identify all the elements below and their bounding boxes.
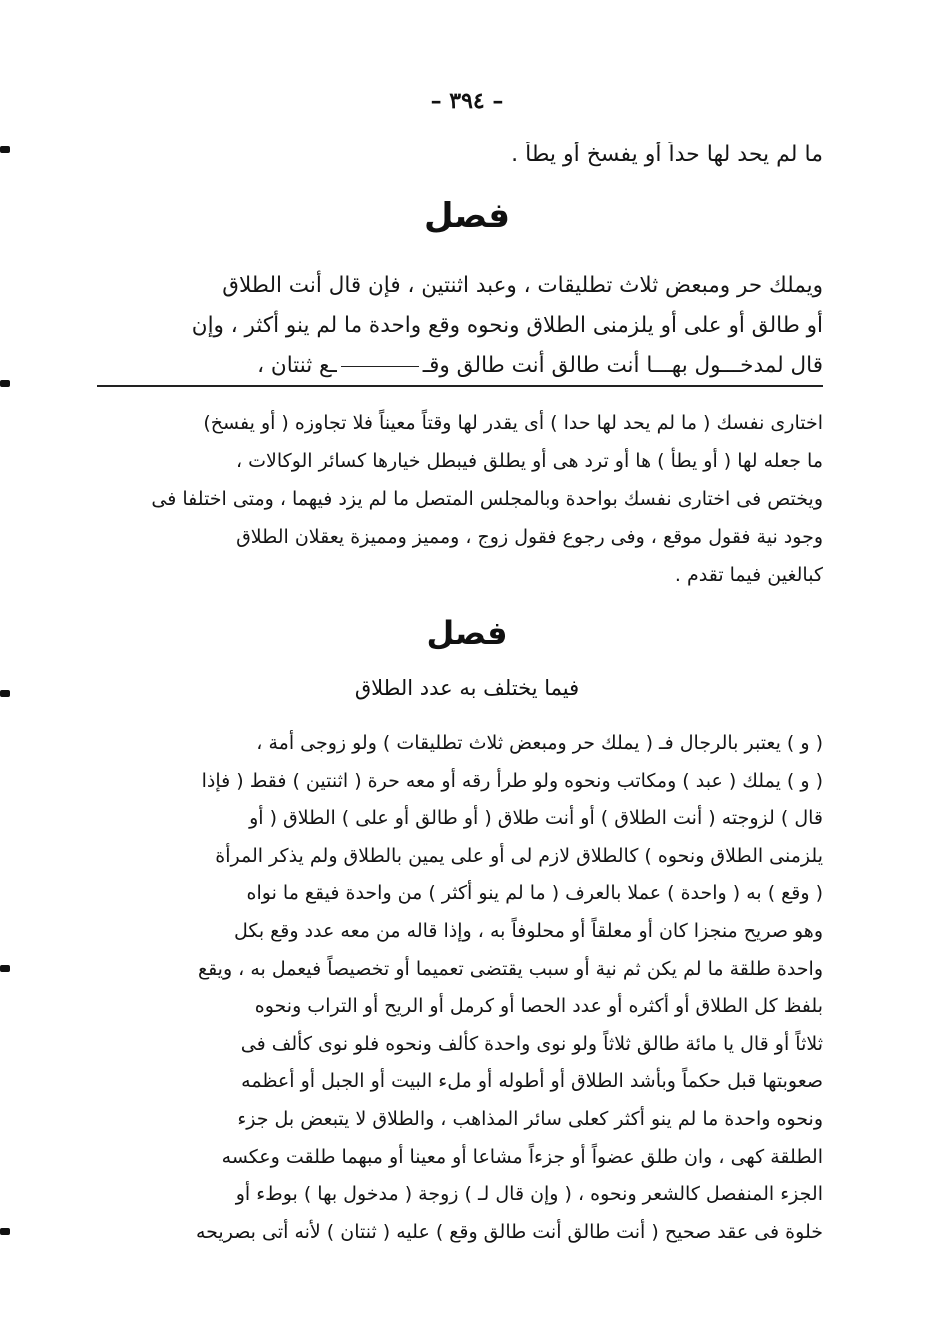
commentary-text bbox=[97, 404, 823, 594]
text-line: ( وقع ) به ( واحدة ) عملا بالعرف ( ما لم ينو أكثر ) من واحدة فيقع ما نواه bbox=[246, 882, 823, 905]
text-line: وهو صريح منجزا كان أو معلقاً أو محلوفاً به ، وإذا قاله من معه عدد وقع بكل bbox=[233, 919, 823, 942]
text-line: خلوة فى عقد صحيح ( أنت طالق أنت طالق وقع ) عليه ( ثنتان ) لأنه أتى بصريحه bbox=[195, 1220, 823, 1243]
page-number: – ٣٩٤ – bbox=[430, 88, 504, 114]
text-line: ما لم يحد لها حداً أو يفسخ أو يطأ . bbox=[511, 142, 823, 167]
text-line: كبالغين فيما تقدم . bbox=[674, 564, 823, 586]
text-line: ويختص فى اختارى نفسك بواحدة وبالمجلس المتصل ما لم يزد فيهما ، ومتى اختلفا فى bbox=[151, 488, 823, 510]
divider-rule bbox=[97, 385, 823, 387]
section-heading: فصل bbox=[423, 196, 511, 236]
text-line: ثلاثاً أو قال يا مائة طالق ثلاثاً ولو نوى واحدة كألف ونحوه فلو نوى كألف فى bbox=[240, 1032, 823, 1055]
margin-mark bbox=[0, 1228, 10, 1235]
text-fragment: قال لمدخـــول بهـــا أنت طالق أنت طالق وقـ bbox=[422, 353, 823, 378]
margin-mark bbox=[0, 380, 10, 387]
section-subheading: فيما يختلف به عدد الطلاق bbox=[354, 676, 580, 700]
text-fragment: ـع ثنتان ، bbox=[257, 353, 337, 378]
text-line: واحدة طلقة ما لم يكن ثم نية أو سبب يقتضى تعميما أو تخصيصاً فيعمل به ، ويقع bbox=[197, 957, 823, 980]
text-line: وجود نية فقول موقع ، وفى رجوع فقول زوج ، ومميز ومميزة يعقلان الطلاق bbox=[236, 526, 823, 548]
commentary-text bbox=[97, 725, 823, 1251]
margin-mark bbox=[0, 965, 10, 972]
text-line: يلزمنى الطلاق ونحوه ) كالطلاق لازم لى أو على يمين بالطلاق ولم يذكر المرأة bbox=[215, 844, 823, 867]
text-line: الطلقة كهى ، وان طلق عضواً أو جزءاً مشاعا أو معينا أو مبهما طلقت وعكسه bbox=[221, 1145, 823, 1168]
top-line bbox=[97, 142, 823, 167]
section-heading: فصل bbox=[426, 614, 508, 652]
matn-text bbox=[97, 266, 823, 386]
text-line: ( و ) يملك ( عبد ) ومكاتب ونحوه ولو طرأ رقه أو معه حرة ( اثنتين ) فقط ( فإذا bbox=[201, 769, 823, 792]
text-line: ويملك حر ومبعض ثلاث تطليقات ، وعبد اثنتين ، فإن قال أنت الطلاق bbox=[222, 273, 823, 298]
margin-mark bbox=[0, 146, 10, 153]
text-line: اختارى نفسك ( ما لم يحد لها حدا ) أى يقدر لها وقتاً معيناً فلا تجاوزه ( أو يفسخ) bbox=[203, 412, 823, 434]
text-line: الجزء المنفصل كالشعر ونحوه ، ( وإن قال لـ ) زوجة ( مدخول بها ) بوطء أو bbox=[235, 1183, 823, 1206]
text-line: ونحوه واحدة ما لم ينو أكثر كعلى سائر المذاهب ، والطلاق لا يتبعض بل جزء bbox=[237, 1107, 823, 1130]
elision-dash bbox=[341, 366, 419, 367]
text-line: بلفظ كل الطلاق أو أكثره أو عدد الحصا أو كرمل أو الريح أو التراب ونحوه bbox=[254, 995, 823, 1018]
text-line: أو طالق أو على أو يلزمنى الطلاق ونحوه وقع واحدة ما لم ينو أكثر ، وإن bbox=[191, 313, 823, 338]
text-line: قال ) لزوجته ( أنت الطلاق ) أو أنت طلاق ( أو طالق أو على ) الطلاق ( أو bbox=[249, 807, 823, 830]
text-line: ( و ) يعتبر بالرجال فـ ( يملك حر ومبعض ثلاث تطليقات ) ولو زوجى أمة ، bbox=[256, 732, 823, 754]
text-line bbox=[97, 346, 823, 386]
text-line: صعوبتها قبل حكماً وبأشد الطلاق أو أطوله أو ملء البيت أو الجبل أو أعظمه bbox=[241, 1070, 823, 1093]
text-line: ما جعله لها ( أو يطأ ) ها أو ترد هى أو يطلق فيبطل خيارها كسائر الوكالات ، bbox=[235, 450, 823, 472]
